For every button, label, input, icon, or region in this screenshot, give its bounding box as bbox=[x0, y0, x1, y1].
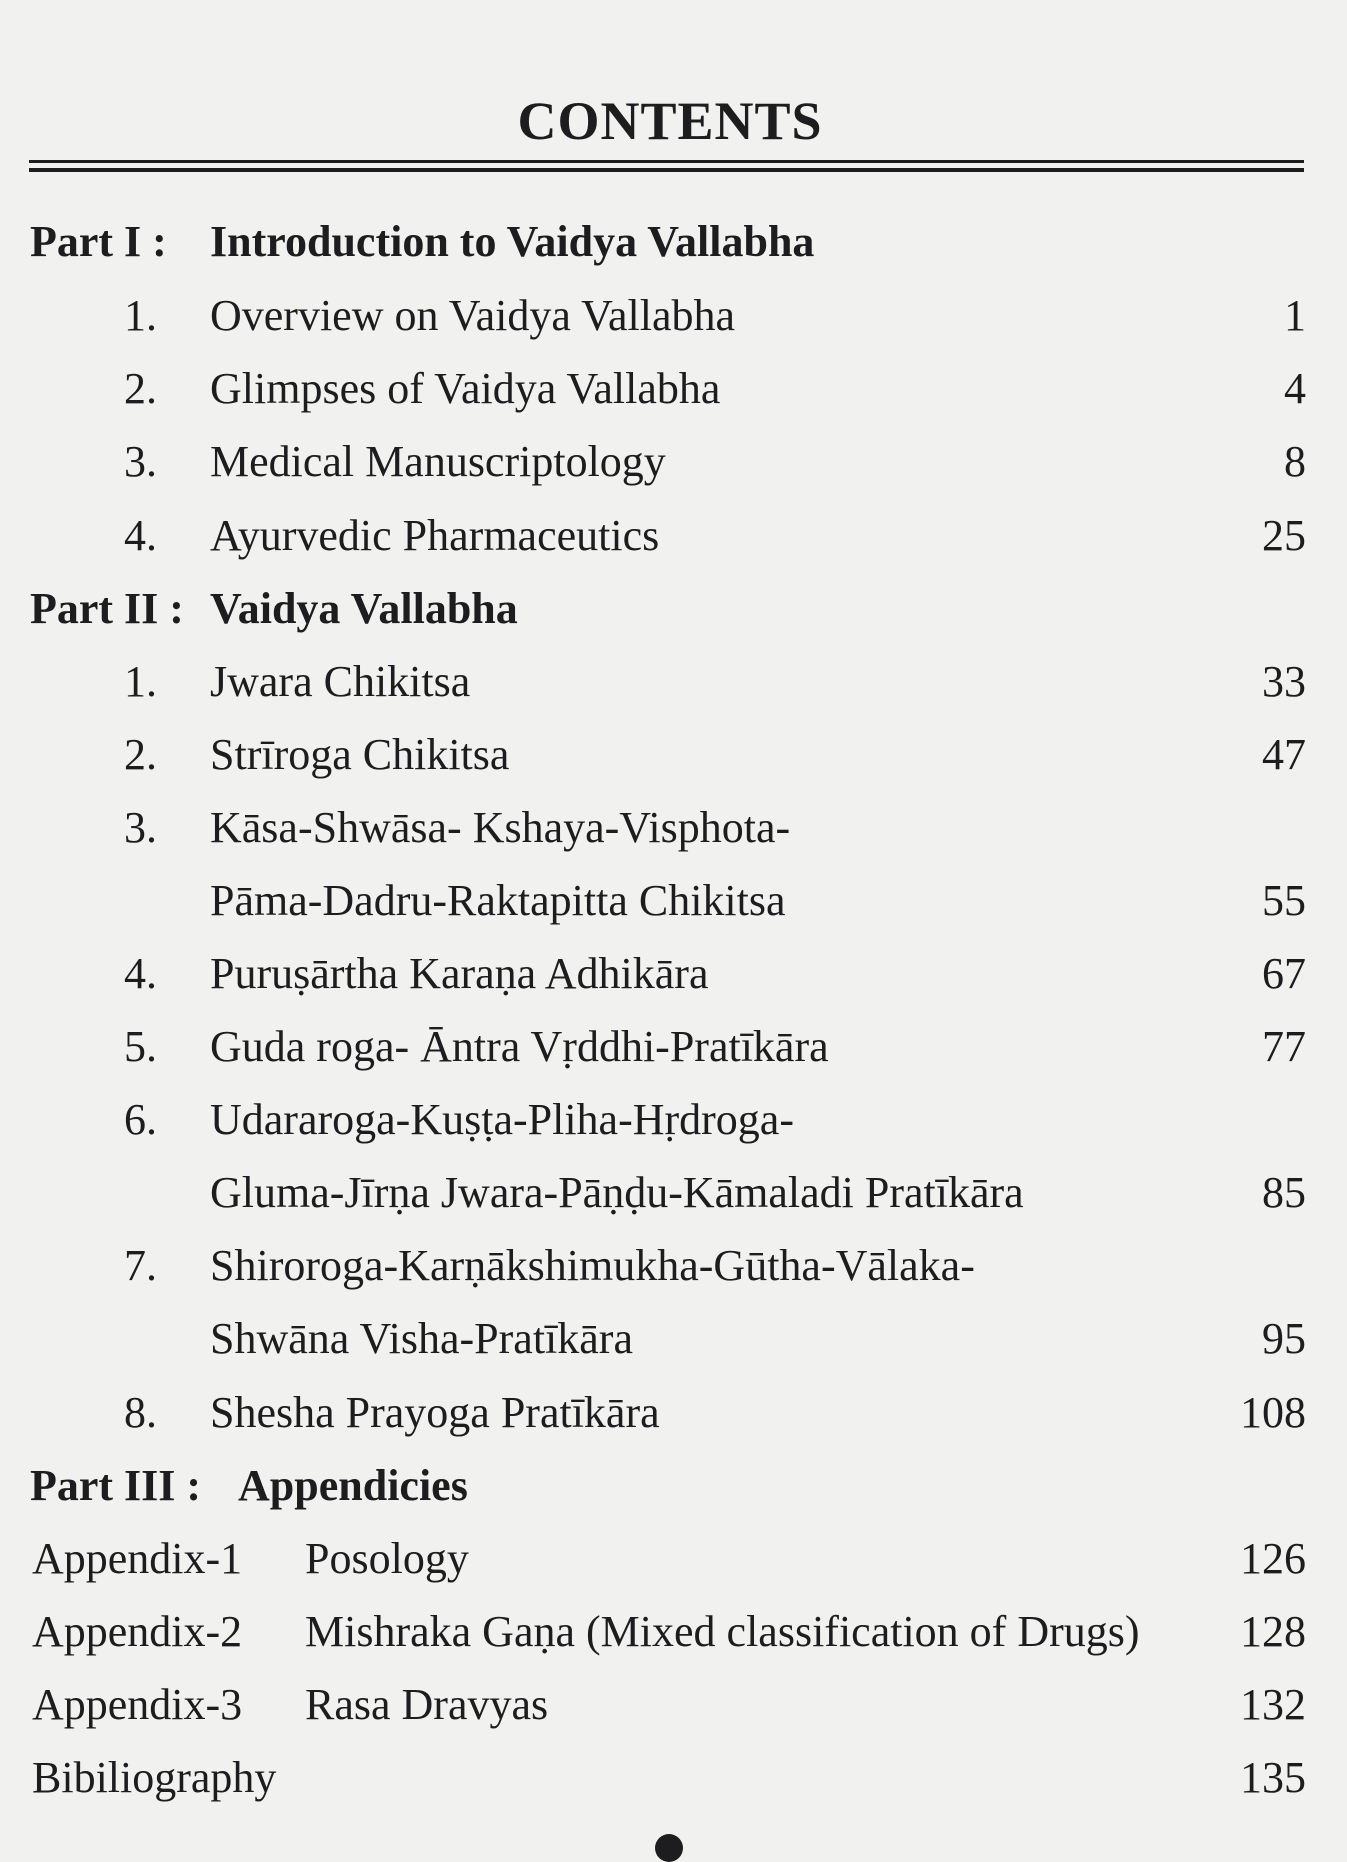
entry-title: Guda roga- Āntra Vṛddhi-Pratīkāra bbox=[210, 1022, 829, 1071]
entry-page-number: 8 bbox=[1284, 437, 1306, 486]
entry-number: 2. bbox=[124, 364, 157, 413]
part-title: Appendicies bbox=[238, 1461, 468, 1510]
toc-entry[interactable] bbox=[0, 284, 1347, 348]
appendix-entry[interactable] bbox=[0, 1527, 1347, 1591]
entry-number: 3. bbox=[124, 803, 157, 852]
part-title: Introduction to Vaidya Vallabha bbox=[210, 217, 815, 266]
bibliography-label: Bibiliography bbox=[32, 1753, 277, 1802]
appendix-title: Posology bbox=[305, 1534, 469, 1583]
entry-page-number: 25 bbox=[1262, 511, 1306, 560]
entry-title-continuation: Pāma-Dadru-Raktapitta Chikitsa bbox=[210, 876, 786, 925]
entry-number: 2. bbox=[124, 730, 157, 779]
toc-entry[interactable] bbox=[0, 1234, 1347, 1298]
entry-number: 4. bbox=[124, 949, 157, 998]
toc-entry[interactable] bbox=[0, 1088, 1347, 1152]
toc-entry[interactable] bbox=[0, 430, 1347, 494]
entry-page-number: 108 bbox=[1240, 1388, 1306, 1437]
part-label: Part III : bbox=[30, 1461, 202, 1510]
toc-entry[interactable] bbox=[0, 650, 1347, 714]
entry-number: 7. bbox=[124, 1241, 157, 1290]
entry-title: Shesha Prayoga Pratīkāra bbox=[210, 1388, 660, 1437]
entry-page-number: 132 bbox=[1240, 1680, 1306, 1729]
entry-page-number: 126 bbox=[1240, 1534, 1306, 1583]
bibliography-entry[interactable] bbox=[0, 1746, 1347, 1810]
entry-title-continuation: Gluma-Jīrṇa Jwara-Pāṇḍu-Kāmaladi Pratīkāra bbox=[210, 1168, 1024, 1217]
entry-page-number: 85 bbox=[1262, 1168, 1306, 1217]
entry-title: Kāsa-Shwāsa- Kshaya-Visphota- bbox=[210, 803, 791, 852]
entry-page-number: 1 bbox=[1284, 291, 1306, 340]
title-rule-top bbox=[29, 160, 1304, 163]
entry-title: Strīroga Chikitsa bbox=[210, 730, 510, 779]
appendix-title: Mishraka Gaṇa (Mixed classification of Drugs) bbox=[305, 1607, 1140, 1656]
toc-entry[interactable] bbox=[0, 357, 1347, 421]
appendix-label: Appendix-1 bbox=[32, 1534, 243, 1583]
toc-entry[interactable] bbox=[0, 1381, 1347, 1445]
appendix-entry[interactable] bbox=[0, 1600, 1347, 1664]
entry-page-number: 47 bbox=[1262, 730, 1306, 779]
toc-entry-continuation[interactable] bbox=[0, 1161, 1347, 1225]
entry-page-number: 67 bbox=[1262, 949, 1306, 998]
entry-title: Puruṣārtha Karaṇa Adhikāra bbox=[210, 949, 709, 998]
toc-entry-continuation[interactable] bbox=[0, 1307, 1347, 1371]
page-title: CONTENTS bbox=[517, 91, 823, 151]
entry-page-number: 33 bbox=[1262, 657, 1306, 706]
entry-title: Glimpses of Vaidya Vallabha bbox=[210, 364, 721, 413]
entry-page-number: 4 bbox=[1284, 364, 1306, 413]
entry-number: 1. bbox=[124, 291, 157, 340]
part-heading bbox=[0, 1454, 1347, 1518]
entry-number: 3. bbox=[124, 437, 157, 486]
part-title: Vaidya Vallabha bbox=[210, 584, 518, 633]
part-heading bbox=[0, 210, 1347, 274]
toc-entry[interactable] bbox=[0, 723, 1347, 787]
toc-entry[interactable] bbox=[0, 504, 1347, 568]
entry-number: 4. bbox=[124, 511, 157, 560]
part-heading bbox=[0, 577, 1347, 641]
appendix-entry[interactable] bbox=[0, 1673, 1347, 1737]
entry-page-number: 135 bbox=[1240, 1753, 1306, 1802]
appendix-label: Appendix-3 bbox=[32, 1680, 243, 1729]
entry-title: Overview on Vaidya Vallabha bbox=[210, 291, 736, 340]
entry-title: Medical Manuscriptology bbox=[210, 437, 666, 486]
page-dot-ornament bbox=[655, 1834, 683, 1862]
toc-entry-continuation[interactable] bbox=[0, 869, 1347, 933]
toc-entry[interactable] bbox=[0, 1015, 1347, 1079]
entry-page-number: 55 bbox=[1262, 876, 1306, 925]
entry-number: 5. bbox=[124, 1022, 157, 1071]
appendix-label: Appendix-2 bbox=[32, 1607, 243, 1656]
entry-title: Jwara Chikitsa bbox=[210, 657, 471, 706]
entry-title: Ayurvedic Pharmaceutics bbox=[210, 511, 660, 560]
entry-page-number: 128 bbox=[1240, 1607, 1306, 1656]
entry-page-number: 95 bbox=[1262, 1314, 1306, 1363]
entry-page-number: 77 bbox=[1262, 1022, 1306, 1071]
entry-number: 8. bbox=[124, 1388, 157, 1437]
toc-entry[interactable] bbox=[0, 796, 1347, 860]
title-rule-bottom bbox=[29, 168, 1304, 172]
entry-title: Shiroroga-Karṇākshimukha-Gūtha-Vālaka- bbox=[210, 1241, 975, 1290]
appendix-title: Rasa Dravyas bbox=[305, 1680, 549, 1729]
entry-title: Udararoga-Kuṣṭa-Pliha-Hṛdroga- bbox=[210, 1095, 794, 1144]
part-label: Part I : bbox=[30, 217, 167, 266]
entry-title-continuation: Shwāna Visha-Pratīkāra bbox=[210, 1314, 633, 1363]
part-label: Part II : bbox=[30, 584, 184, 633]
entry-number: 6. bbox=[124, 1095, 157, 1144]
toc-entry[interactable] bbox=[0, 942, 1347, 1006]
entry-number: 1. bbox=[124, 657, 157, 706]
